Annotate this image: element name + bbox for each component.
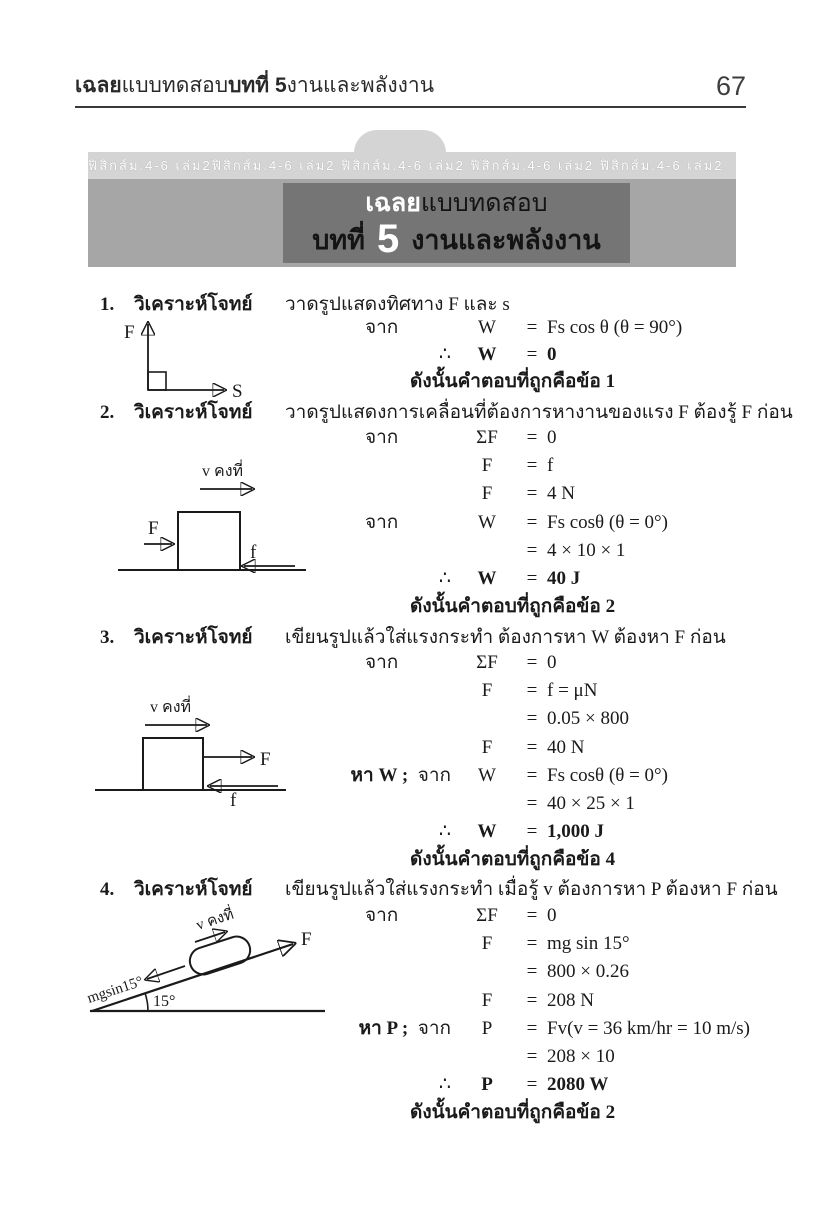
conclusion-line: ดังนั้นคำตอบที่ถูกคือข้อ 2 xyxy=(410,1102,616,1124)
banner-chapter-word: บทที่ xyxy=(312,225,365,255)
equation-row xyxy=(345,958,765,986)
equation-variable xyxy=(457,537,517,565)
equation-value: 4 N xyxy=(547,483,575,505)
equals-sign: = xyxy=(526,764,538,786)
equation-row xyxy=(345,509,765,537)
equals-sign: = xyxy=(526,680,538,702)
equation-variable xyxy=(457,790,517,818)
equals-sign: = xyxy=(526,427,538,448)
vehicle-capsule xyxy=(186,933,253,978)
block-shape xyxy=(178,512,240,570)
equation-row xyxy=(345,341,765,368)
equation-value: 1,000 J xyxy=(547,821,604,843)
force-label: F xyxy=(124,322,135,343)
equals-sign: = xyxy=(526,317,538,338)
friction-label: f xyxy=(250,542,257,563)
question-description: วาดรูปแสดงการเคลื่อนที่ต้องการหางานของแรง F ต้องรู้ F ก่อน xyxy=(285,402,793,423)
equation-lead: ∴ xyxy=(438,821,451,843)
equation-row xyxy=(345,705,765,733)
question-description: เขียนรูปแล้วใส่แรงกระทำ เมื่อรู้ v ต้องการหา P ต้องหา F ก่อน xyxy=(285,879,778,900)
equation-value: 0 xyxy=(547,905,557,926)
equation-lead: จาก xyxy=(365,427,399,448)
equation-value: 0 xyxy=(547,344,557,365)
equation-lead xyxy=(345,987,457,1015)
equation-variable: ΣF xyxy=(476,652,498,673)
equation-variable: F xyxy=(481,455,493,477)
equation-value: f xyxy=(547,455,554,477)
header-title-part: เฉลย xyxy=(75,74,122,97)
equation-row xyxy=(345,537,765,565)
analysis-label: วิเคราะห์โจทย์ xyxy=(134,879,253,900)
equation-row xyxy=(345,1015,765,1043)
banner-chapter-number: 5 xyxy=(376,217,400,261)
banner-answer-word: เฉลย xyxy=(365,189,421,217)
equation-lead xyxy=(345,452,457,480)
incline-diagram-q4 xyxy=(85,903,335,1018)
question-number: 2. xyxy=(100,402,115,423)
question-2-solution xyxy=(345,424,765,621)
constant-velocity-label: v คงที่ xyxy=(150,699,192,716)
question-number: 1. xyxy=(100,294,115,315)
constant-velocity-label: v คงที่ xyxy=(202,463,244,480)
equation-row xyxy=(345,677,765,705)
equation-value: 40 × 25 × 1 xyxy=(547,792,635,814)
equation-variable: ΣF xyxy=(476,905,498,926)
equation-value: 40 N xyxy=(547,736,585,758)
applied-force-label: F xyxy=(260,749,271,770)
equals-sign: = xyxy=(526,1045,538,1067)
conclusion-line: ดังนั้นคำตอบที่ถูกคือข้อ 2 xyxy=(410,596,616,618)
equation-row xyxy=(345,734,765,762)
equals-sign: = xyxy=(526,933,538,955)
equals-sign: = xyxy=(526,511,538,533)
equation-lead xyxy=(345,537,457,565)
equation-row xyxy=(345,1071,765,1099)
equation-row xyxy=(345,987,765,1015)
equation-value: 0.05 × 800 xyxy=(547,708,629,730)
header-rule xyxy=(75,106,746,108)
equals-sign: = xyxy=(526,539,538,561)
equation-variable: F xyxy=(481,483,493,505)
banner-subject-word: งานและพลังงาน xyxy=(411,225,601,255)
equation-variable: F xyxy=(481,933,493,955)
equation-variable: F xyxy=(481,736,493,758)
equation-variable: P xyxy=(481,1074,493,1096)
equation-variable: W xyxy=(478,317,496,338)
conclusion-line: ดังนั้นคำตอบที่ถูกคือข้อ 1 xyxy=(410,371,616,392)
equals-sign: = xyxy=(526,961,538,983)
equation-lead: ∴ xyxy=(438,1074,451,1096)
equation-variable: W xyxy=(477,567,497,589)
book-series-strip: ฟิสิกส์ม.4-6 เล่ม2ฟิสิกส์ม.4-6 เล่ม2 ฟิสิกส์ม.4-6 เล่ม2 ฟิสิกส์ม.4-6 เล่ม2 ฟิสิกส์ม.4-6 เล่ม2 xyxy=(88,152,736,179)
conclusion-line: ดังนั้นคำตอบที่ถูกคือข้อ 4 xyxy=(410,849,616,871)
displacement-label: S xyxy=(232,381,243,397)
applied-force-label: F xyxy=(148,518,159,539)
equals-sign: = xyxy=(526,905,538,926)
angle-label: 15° xyxy=(153,993,176,1010)
equation-row xyxy=(345,762,765,790)
equation-variable: W xyxy=(477,344,497,365)
equation-variable: F xyxy=(481,680,493,702)
equation-lead xyxy=(345,480,457,508)
question-3-solution xyxy=(345,649,765,875)
question-number: 4. xyxy=(100,879,115,900)
equation-variable xyxy=(457,705,517,733)
equation-row xyxy=(345,424,765,452)
banner-bump-shape xyxy=(354,130,446,153)
equation-variable: ΣF xyxy=(476,427,498,448)
equation-lead xyxy=(345,1043,457,1071)
equation-row xyxy=(345,902,765,930)
equation-row xyxy=(345,480,765,508)
banner-title-box xyxy=(283,183,630,263)
banner-test-word: แบบทดสอบ xyxy=(420,189,548,217)
equals-sign: = xyxy=(526,1074,538,1096)
question-1-solution xyxy=(345,314,765,396)
analysis-label: วิเคราะห์โจทย์ xyxy=(134,402,253,423)
equation-value: 2080 W xyxy=(547,1074,609,1096)
equals-sign: = xyxy=(526,344,538,365)
friction-label: f xyxy=(230,790,237,811)
equation-lead xyxy=(345,705,457,733)
equation-lead: ∴ xyxy=(438,344,451,365)
equation-value: Fs cosθ (θ = 0°) xyxy=(547,764,668,786)
page-number: 67 xyxy=(715,71,746,101)
equals-sign: = xyxy=(526,1017,538,1039)
analysis-label: วิเคราะห์โจทย์ xyxy=(134,627,253,648)
question-description: วาดรูปแสดงทิศทาง F และ s xyxy=(285,294,510,315)
force-direction-diagram-q1 xyxy=(100,312,250,397)
equation-variable: F xyxy=(481,989,493,1011)
block-pull-diagram-q3 xyxy=(90,688,305,813)
equation-lead: จาก xyxy=(365,511,399,533)
equation-value: Fs cos θ (θ = 90°) xyxy=(547,317,683,338)
page-header xyxy=(75,72,746,102)
block-push-diagram-q2 xyxy=(110,452,325,577)
chapter-banner xyxy=(88,130,736,267)
gravity-component-label: mgsin15° xyxy=(85,973,146,1007)
constant-velocity-label: v คงที่ xyxy=(194,906,236,934)
equals-sign: = xyxy=(526,792,538,814)
equation-row xyxy=(345,1043,765,1071)
equation-row xyxy=(345,930,765,958)
header-title-part: บทที่ 5 xyxy=(228,74,287,97)
equation-lead: หา P ; จาก xyxy=(358,1017,451,1039)
equals-sign: = xyxy=(526,455,538,477)
equals-sign: = xyxy=(526,652,538,673)
gravity-component-arrow xyxy=(147,966,185,979)
analysis-label: วิเคราะห์โจทย์ xyxy=(134,294,253,315)
equals-sign: = xyxy=(526,821,538,843)
equation-lead xyxy=(345,734,457,762)
question-4-solution xyxy=(345,902,765,1128)
equation-row xyxy=(345,565,765,593)
block-shape xyxy=(143,738,203,790)
equation-value: 0 xyxy=(547,652,557,673)
equation-variable: P xyxy=(481,1017,493,1039)
equation-lead xyxy=(345,930,457,958)
applied-force-label: F xyxy=(301,929,312,950)
equation-lead xyxy=(345,958,457,986)
question-4-title xyxy=(0,878,822,904)
equation-lead: จาก xyxy=(365,652,399,673)
equation-value: 40 J xyxy=(547,567,581,589)
equation-value: Fv(v = 36 km/hr = 10 m/s) xyxy=(547,1017,750,1039)
right-angle-mark xyxy=(148,372,166,390)
equation-lead xyxy=(345,790,457,818)
equation-lead: หา W ; จาก xyxy=(350,764,451,786)
equation-value: f = μN xyxy=(547,680,598,702)
equation-value: mg sin 15° xyxy=(547,933,630,955)
equation-variable: W xyxy=(478,764,496,786)
equation-variable: W xyxy=(478,511,496,533)
equation-value: 208 × 10 xyxy=(547,1045,615,1067)
equals-sign: = xyxy=(526,567,538,589)
angle-arc xyxy=(145,993,148,1011)
equation-row xyxy=(345,790,765,818)
header-title-part: งานและพลังงาน xyxy=(286,74,435,97)
banner-title-line2 xyxy=(283,218,630,261)
question-number: 3. xyxy=(100,627,115,648)
equation-variable: W xyxy=(477,821,497,843)
equals-sign: = xyxy=(526,483,538,505)
equation-value: 0 xyxy=(547,427,557,448)
question-description: เขียนรูปแล้วใส่แรงกระทำ ต้องการหา W ต้องหา F ก่อน xyxy=(285,627,726,648)
equation-variable xyxy=(457,1043,517,1071)
equals-sign: = xyxy=(526,989,538,1011)
banner-title-line1 xyxy=(283,188,630,218)
equation-row xyxy=(345,452,765,480)
equation-row xyxy=(345,818,765,846)
equals-sign: = xyxy=(526,708,538,730)
equation-value: 208 N xyxy=(547,989,594,1011)
header-title-part: แบบทดสอบ xyxy=(121,74,229,97)
equation-value: 4 × 10 × 1 xyxy=(547,539,626,561)
equation-lead: ∴ xyxy=(438,567,451,589)
equation-row xyxy=(345,314,765,341)
equation-row xyxy=(345,649,765,677)
equation-value: Fs cosθ (θ = 0°) xyxy=(547,511,668,533)
equals-sign: = xyxy=(526,736,538,758)
equation-value: 800 × 0.26 xyxy=(547,961,629,983)
equation-lead: จาก xyxy=(365,317,399,338)
equation-lead xyxy=(345,677,457,705)
equation-lead: จาก xyxy=(365,905,399,926)
equation-variable xyxy=(457,958,517,986)
